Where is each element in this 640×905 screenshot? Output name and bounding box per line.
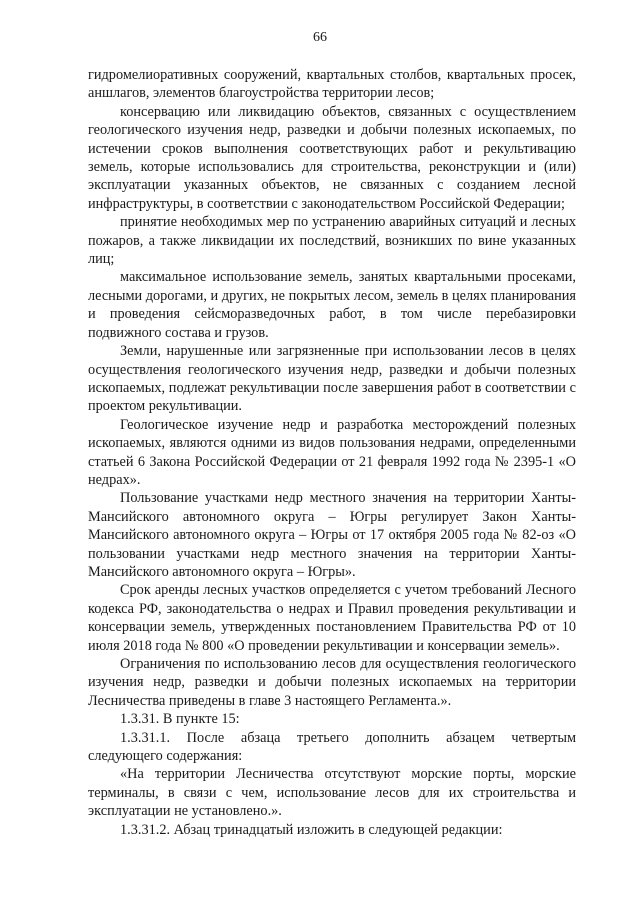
paragraph: 1.3.31.1. После абзаца третьего дополнить абзацем четвертым следующего содержания:: [88, 729, 576, 765]
paragraph: Срок аренды лесных участков определяется с учетом требований Лесного кодекса РФ, законодательства о недрах и Правил проведения рекультивации и консервации земель, утвержденных постановлением Правительства РФ от 10 июля 2018 года № 800 «О проведении рекультивации и консервации земель».: [88, 582, 576, 654]
paragraph: Земли, нарушенные или загрязненные при использовании лесов в целях осуществления геологического изучения недр, разведки и добычи полезных ископаемых, подлежат рекультивации после завершения работ в соответствии с проектом рекультивации.: [88, 343, 576, 415]
document-body: [88, 66, 576, 839]
paragraph: 1.3.31.2. Абзац тринадцатый изложить в следующей редакции:: [120, 821, 503, 838]
page-number: 66: [313, 30, 327, 45]
paragraph: консервацию или ликвидацию объектов, связанных с осуществлением геологического изучения недр, разведки и добычи полезных ископаемых, по истечении сроков выполнения соответствующих работ и рекультивацию земель, которые использовались для строительства, реконструкции и (или) эксплуатации указанных объектов, не связанных с созданием лесной инфраструктуры, в соответствии с законодательством Российской Федерации;: [88, 103, 576, 212]
paragraph: Ограничения по использованию лесов для осуществления геологического изучения недр, разведки и добычи полезных ископаемых на территории Лесничества приведены в главе 3 настоящего Регламента.».: [88, 656, 576, 709]
paragraph: Геологическое изучение недр и разработка месторождений полезных ископаемых, являются одними из видов пользования недрами, определенными статьей 6 Закона Российской Федерации от 21 февраля 1992 года № 2395-1 «О недрах».: [88, 416, 576, 488]
paragraph: максимальное использование земель, занятых квартальными просеками, лесными дорогами, и других, не покрытых лесом, земель в целях планирования и проведения сейсморазведочных работ, в том числе перебазировки подвижного состава и грузов.: [88, 269, 576, 341]
paragraph: гидромелиоративных сооружений, квартальных столбов, квартальных просек, аншлагов, элементов благоустройства территории лесов;: [88, 67, 576, 102]
section-heading: 1.3.31. В пункте 15:: [120, 711, 240, 728]
paragraph: принятие необходимых мер по устранению аварийных ситуаций и лесных пожаров, а также ликвидации их последствий, возникших по вине указанных лиц;: [88, 214, 576, 268]
paragraph: «На территории Лесничества отсутствуют морские порты, морские терминалы, в связи с чем, использование лесов для их строительства и эксплуатации не установлено.».: [88, 766, 576, 820]
paragraph: Пользование участками недр местного значения на территории Ханты-Мансийского автономного округа – Югры регулирует Закон Ханты-Мансийского автономного округа – Югры от 17 октября 2005 года № 82-оз «О пользовании участками недр местного значения на территории Ханты-Мансийского автономного округа – Югры».: [88, 490, 576, 580]
